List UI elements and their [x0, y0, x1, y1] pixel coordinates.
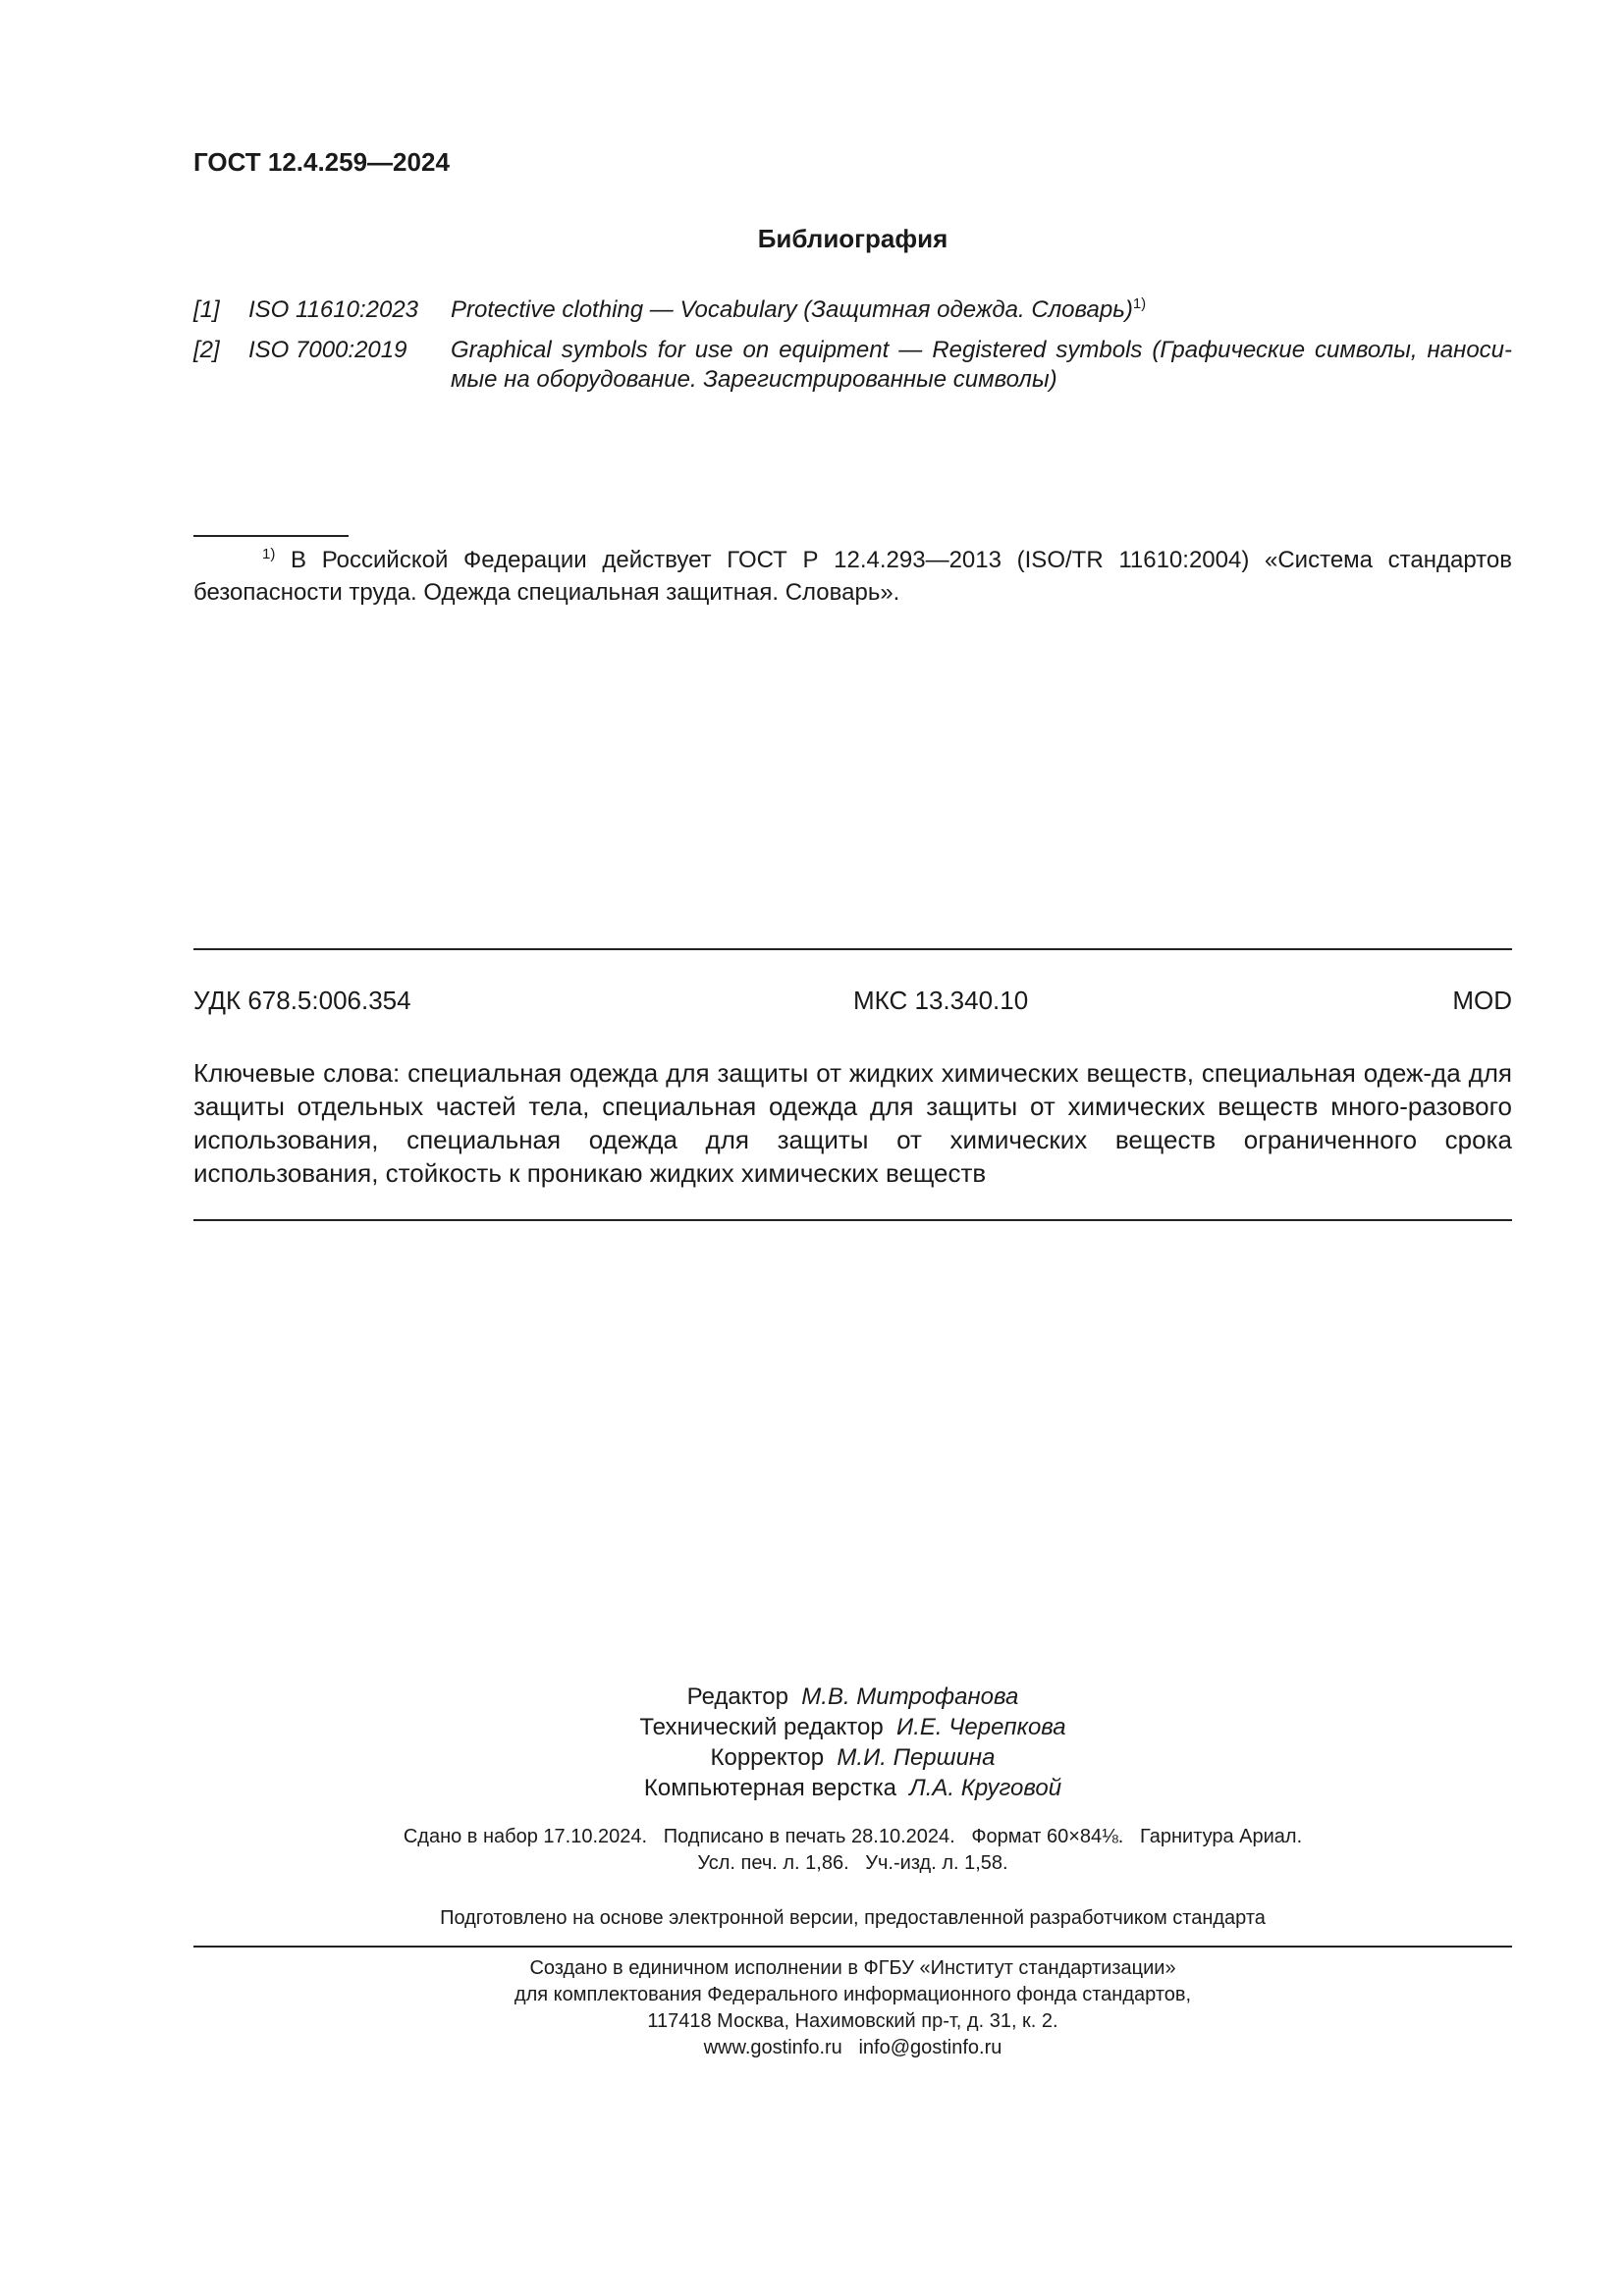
publisher-info	[0, 1955, 1624, 2061]
print-info	[0, 1824, 1624, 1877]
publisher-line-1: Создано в единичном исполнении в ФГБУ «Институт стандартизации»	[529, 1957, 1176, 1979]
divider-bottom	[193, 1946, 1512, 1948]
credit-name: Л.А. Круговой	[909, 1775, 1062, 1801]
email-link[interactable]: info@gostinfo.ru	[858, 2037, 1002, 2058]
credit-layout	[0, 1773, 1624, 1803]
bibliography-entry-1	[193, 295, 1512, 325]
entry-number: [1]	[193, 296, 220, 323]
print-info-line-2: Усл. печ. л. 1,86. Уч.-изд. л. 1,58.	[697, 1852, 1008, 1874]
footnote	[193, 544, 1512, 609]
credit-role: Корректор	[710, 1744, 825, 1771]
divider-top	[193, 948, 1512, 950]
footnote-separator	[193, 535, 349, 537]
publisher-contacts	[0, 2035, 1624, 2061]
credit-tech-editor	[0, 1712, 1624, 1742]
keywords: Ключевые слова: специальная одежда для защиты от жидких химических веществ, специальная одеж-да для защиты отдельных частей тела, специальная одежда для защиты от химических веществ много-разового использования, специальная одежда для защиты от химических веществ ограниченного срока использования, стойкость к проникаю жидких химических веществ	[193, 1058, 1512, 1188]
print-info-line-1: Сдано в набор 17.10.2024. Подписано в печать 28.10.2024. Формат 60×84⅛. Гарнитура Ариал.	[403, 1826, 1303, 1847]
document-code: ГОСТ 12.4.259—2024	[193, 147, 450, 177]
credit-role: Редактор	[686, 1683, 788, 1710]
bibliography-entry-2	[193, 336, 1512, 395]
credit-name: М.И. Першина	[837, 1744, 996, 1771]
mod-label: MOD	[1452, 986, 1512, 1015]
prepared-note: Подготовлено на основе электронной версии, предоставленной разработчиком стандарта	[440, 1907, 1266, 1929]
credit-proofreader	[0, 1742, 1624, 1773]
website-link[interactable]: www.gostinfo.ru	[703, 2037, 842, 2058]
footnote-text: В Российской Федерации действует ГОСТ Р 12.4.293—2013 (ISO/TR 11610:2004) «Система стандартов безопасности труда. Одежда специальная защитная. Словарь».	[193, 547, 1513, 606]
credit-name: И.Е. Черепкова	[896, 1714, 1066, 1740]
udk-code: УДК 678.5:006.354	[193, 986, 411, 1015]
footnote-marker: 1)	[262, 546, 276, 562]
editorial-credits	[0, 1682, 1624, 1803]
entry-title	[451, 295, 1512, 325]
credit-role: Компьютерная верстка	[643, 1775, 896, 1801]
divider-middle	[193, 1219, 1512, 1221]
entry-number: [2]	[193, 337, 220, 363]
footnote-ref: 1)	[1132, 295, 1147, 312]
entry-title-text: Protective clothing — Vocabulary (Защитная одежда. Словарь)	[451, 296, 1133, 323]
entry-reference: ISO 11610:2023	[248, 296, 419, 323]
credit-name: М.В. Митрофанова	[801, 1683, 1019, 1710]
classification-row	[193, 986, 1512, 1016]
bibliography-title: Библиография	[757, 224, 948, 253]
entry-reference: ISO 7000:2019	[248, 337, 407, 363]
credit-editor	[0, 1682, 1624, 1712]
publisher-line-3: 117418 Москва, Нахимовский пр-т, д. 31, к. 2.	[647, 2010, 1058, 2032]
publisher-line-2: для комплектования Федерального информационного фонда стандартов,	[514, 1984, 1192, 2005]
credit-role: Технический редактор	[639, 1714, 884, 1740]
mks-code: МКС 13.340.10	[853, 986, 1029, 1015]
entry-title: Graphical symbols for use on equipment — Registered symbols (Графические символы, наноси-мые на оборудование. Зарегистрированные символы)	[451, 337, 1512, 393]
